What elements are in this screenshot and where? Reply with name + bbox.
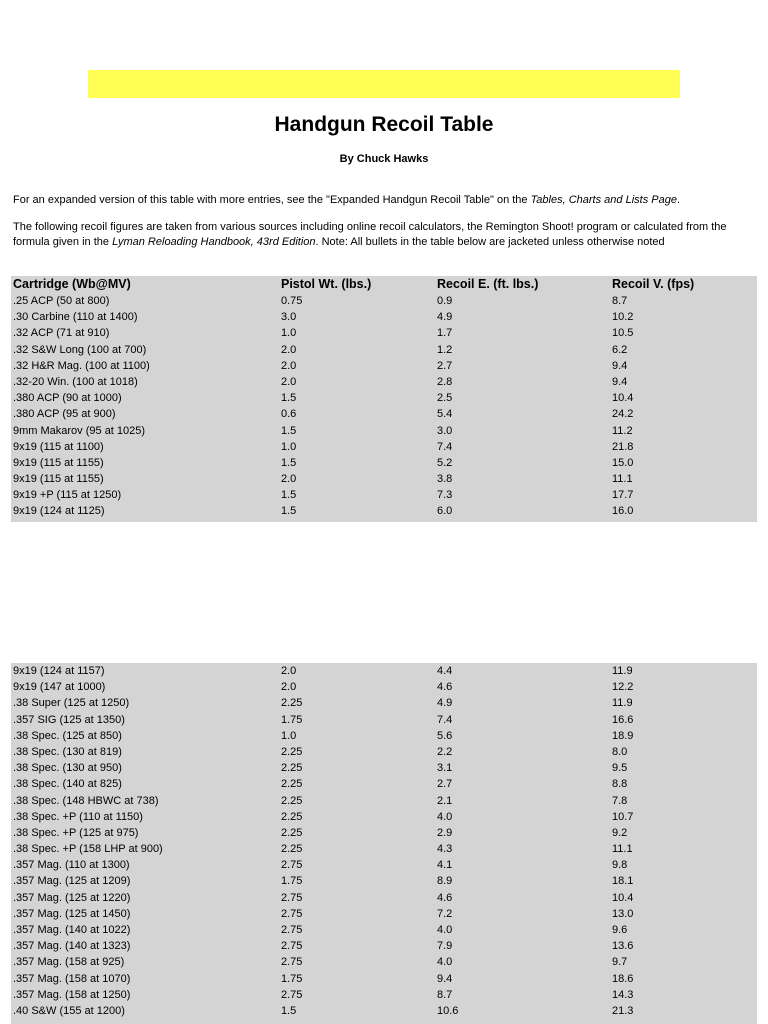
table-row (11, 954, 757, 970)
cell-pistol-weight: 1.5 (281, 489, 297, 502)
cell-pistol-weight: 1.75 (281, 875, 303, 888)
cell-recoil-energy: 8.9 (437, 875, 453, 888)
cell-recoil-velocity: 11.9 (612, 665, 633, 677)
table-row (11, 987, 757, 1003)
cell-pistol-weight: 2.0 (281, 359, 297, 372)
cell-recoil-velocity: 11.9 (612, 697, 633, 710)
cell-cartridge: .357 SIG (125 at 1350) (13, 713, 125, 726)
cell-recoil-energy: 4.6 (437, 681, 453, 694)
cell-pistol-weight: 1.0 (281, 440, 297, 453)
table-row (11, 744, 757, 760)
cell-recoil-energy: 9.4 (437, 972, 453, 985)
table-row (11, 906, 757, 922)
table-row (11, 406, 757, 422)
page-title: Handgun Recoil Table (274, 113, 494, 136)
cell-cartridge: .38 Spec. (130 at 819) (13, 745, 122, 758)
cell-pistol-weight: 2.75 (281, 956, 303, 969)
cell-recoil-velocity: 11.1 (612, 843, 633, 856)
cell-recoil-velocity: 7.8 (612, 794, 628, 807)
cell-cartridge: .357 Mag. (125 at 1450) (13, 907, 131, 920)
table-body-1 (11, 293, 757, 520)
cell-cartridge: .40 S&W (155 at 1200) (13, 1004, 125, 1017)
handbook-title: Lyman Reloading Handbook, 43rd Edition (112, 235, 316, 248)
table-row (11, 455, 757, 471)
cell-pistol-weight: 1.5 (281, 1004, 297, 1017)
table-row (11, 487, 757, 503)
cell-recoil-velocity: 17.7 (612, 489, 634, 502)
cell-cartridge: .38 Spec. +P (110 at 1150) (13, 810, 143, 823)
table-row (11, 809, 757, 825)
cell-recoil-velocity: 18.9 (612, 729, 634, 742)
table-row (11, 695, 757, 711)
cell-pistol-weight: 0.6 (281, 408, 297, 421)
cell-pistol-weight: 2.25 (281, 762, 303, 775)
cell-cartridge: .38 Spec. (125 at 850) (13, 729, 122, 742)
cell-recoil-velocity: 8.8 (612, 778, 628, 791)
cell-recoil-velocity: 13.6 (612, 940, 634, 953)
cell-cartridge: .38 Spec. (130 at 950) (13, 762, 122, 775)
cell-recoil-velocity: 13.0 (612, 907, 634, 920)
cell-cartridge: .30 Carbine (110 at 1400) (13, 311, 138, 324)
cell-cartridge: .380 ACP (90 at 1000) (13, 392, 122, 405)
cell-recoil-velocity: 10.2 (612, 311, 634, 324)
cell-pistol-weight: 2.75 (281, 924, 303, 936)
cell-cartridge: 9x19 +P (115 at 1250) (13, 489, 122, 502)
cell-cartridge: .357 Mag. (125 at 1209) (13, 875, 131, 888)
cell-cartridge: .32 H&R Mag. (100 at 1100) (13, 359, 150, 372)
cell-recoil-energy: 1.2 (437, 343, 453, 356)
cell-recoil-energy: 4.0 (437, 810, 453, 823)
header-cartridge: Cartridge (Wb@MV) (13, 277, 131, 291)
cell-cartridge: .32-20 Win. (100 at 1018) (13, 375, 138, 388)
cell-pistol-weight: 2.25 (281, 697, 303, 710)
cell-pistol-weight: 2.25 (281, 810, 303, 823)
cell-cartridge: .25 ACP (50 at 800) (13, 295, 110, 307)
cell-recoil-velocity: 18.6 (612, 972, 634, 985)
table-row (11, 1003, 757, 1019)
cell-pistol-weight: 2.75 (281, 907, 303, 920)
cell-recoil-velocity: 11.2 (612, 424, 633, 437)
table-row (11, 325, 757, 341)
table-row (11, 776, 757, 792)
table-header-row (11, 276, 757, 293)
cell-recoil-velocity: 16.0 (612, 505, 634, 518)
cell-recoil-energy: 2.2 (437, 745, 453, 758)
cell-recoil-velocity: 12.2 (612, 681, 634, 694)
table-row (11, 439, 757, 455)
table-row (11, 503, 757, 519)
cell-recoil-energy: 2.9 (437, 826, 453, 839)
cell-recoil-velocity: 9.5 (612, 762, 628, 775)
cell-pistol-weight: 1.5 (281, 424, 297, 437)
cell-recoil-velocity: 8.0 (612, 745, 628, 758)
cell-recoil-energy: 1.7 (437, 327, 453, 340)
cell-pistol-weight: 1.0 (281, 327, 297, 340)
cell-recoil-energy: 7.2 (437, 907, 453, 920)
cell-pistol-weight: 1.5 (281, 505, 297, 518)
cell-recoil-energy: 3.0 (437, 424, 453, 437)
cell-recoil-velocity: 21.8 (612, 440, 634, 453)
table-row (11, 938, 757, 954)
table-row (11, 728, 757, 744)
cell-cartridge: .38 Spec. (148 HBWC at 738) (13, 794, 159, 807)
table-row (11, 793, 757, 809)
cell-cartridge: 9mm Makarov (95 at 1025) (13, 424, 146, 437)
intro-paragraph (13, 193, 758, 208)
table-row (11, 873, 757, 889)
cell-recoil-energy: 4.4 (437, 665, 453, 677)
table-row (11, 760, 757, 776)
cell-recoil-energy: 4.0 (437, 924, 453, 936)
recoil-table-part-2 (11, 663, 757, 1024)
cell-recoil-energy: 7.9 (437, 940, 453, 953)
cell-recoil-energy: 5.6 (437, 729, 453, 742)
cell-recoil-energy: 10.6 (437, 1004, 459, 1017)
cell-recoil-velocity: 15.0 (612, 456, 634, 469)
cell-recoil-energy: 4.9 (437, 311, 453, 324)
cell-recoil-velocity: 9.8 (612, 859, 628, 872)
cell-pistol-weight: 2.25 (281, 826, 303, 839)
cell-recoil-energy: 2.8 (437, 375, 453, 388)
cell-recoil-velocity: 9.2 (612, 826, 628, 839)
cell-recoil-energy: 7.4 (437, 440, 453, 453)
cell-recoil-energy: 3.1 (437, 762, 453, 775)
cell-recoil-velocity: 21.3 (612, 1004, 634, 1017)
cell-pistol-weight: 2.75 (281, 859, 303, 872)
cell-recoil-energy: 2.7 (437, 778, 453, 791)
cell-cartridge: .357 Mag. (158 at 1250) (13, 988, 131, 1001)
cell-recoil-energy: 0.9 (437, 295, 453, 307)
cell-pistol-weight: 2.25 (281, 745, 303, 758)
cell-pistol-weight: 1.5 (281, 456, 297, 469)
cell-pistol-weight: 1.5 (281, 392, 297, 405)
cell-cartridge: .357 Mag. (158 at 1070) (13, 972, 131, 985)
table-row (11, 663, 757, 679)
cell-pistol-weight: 2.75 (281, 988, 303, 1001)
cell-recoil-velocity: 8.7 (612, 295, 628, 307)
table-row (11, 679, 757, 695)
table-row (11, 293, 757, 309)
table-row (11, 309, 757, 325)
cell-recoil-velocity: 10.4 (612, 392, 634, 405)
cell-cartridge: .357 Mag. (140 at 1022) (13, 924, 131, 936)
cell-pistol-weight: 1.75 (281, 972, 303, 985)
cell-recoil-energy: 3.8 (437, 473, 453, 486)
sources-end: . Note: All bullets in the table below are jacketed unless otherwise noted (315, 235, 665, 248)
cell-recoil-energy: 2.1 (437, 794, 453, 807)
cell-recoil-velocity: 11.1 (612, 473, 633, 486)
table-row (11, 358, 757, 374)
cell-recoil-velocity: 6.2 (612, 343, 628, 356)
cell-recoil-velocity: 10.5 (612, 327, 634, 340)
cell-recoil-energy: 5.4 (437, 408, 453, 421)
cell-recoil-velocity: 9.6 (612, 924, 628, 936)
cell-cartridge: .38 Spec. (140 at 825) (13, 778, 122, 791)
cell-recoil-velocity: 16.6 (612, 713, 634, 726)
intro-end: . (676, 194, 681, 206)
cell-recoil-energy: 8.7 (437, 988, 453, 1001)
table-row (11, 390, 757, 406)
cell-cartridge: .380 ACP (95 at 900) (13, 408, 116, 421)
cell-pistol-weight: 2.0 (281, 375, 297, 388)
cell-cartridge: .38 Spec. +P (125 at 975) (13, 826, 139, 839)
cell-cartridge: 9x19 (124 at 1157) (13, 665, 105, 677)
cell-recoil-velocity: 10.4 (612, 891, 634, 904)
header-pistol-weight: Pistol Wt. (lbs.) (281, 277, 372, 291)
header-recoil-velocity: Recoil V. (fps) (612, 277, 695, 291)
cell-recoil-velocity: 9.4 (612, 359, 628, 372)
table-row (11, 825, 757, 841)
cell-pistol-weight: 0.75 (281, 295, 303, 307)
table-row (11, 471, 757, 487)
cell-cartridge: .357 Mag. (158 at 925) (13, 956, 125, 969)
cell-recoil-energy: 4.6 (437, 891, 453, 904)
tables-page-link[interactable]: Tables, Charts and Lists Page (530, 194, 677, 206)
cell-recoil-energy: 7.4 (437, 713, 453, 726)
cell-pistol-weight: 1.0 (281, 729, 297, 742)
cell-pistol-weight: 2.0 (281, 343, 297, 356)
cell-recoil-velocity: 14.3 (612, 988, 634, 1001)
cell-recoil-energy: 4.1 (437, 859, 453, 872)
table-row (11, 841, 757, 857)
cell-cartridge: 9x19 (115 at 1155) (13, 473, 104, 486)
table-row (11, 857, 757, 873)
cell-cartridge: .38 Super (125 at 1250) (13, 697, 130, 710)
cell-recoil-velocity: 9.4 (612, 375, 628, 388)
cell-cartridge: 9x19 (124 at 1125) (13, 505, 105, 518)
table-row (11, 890, 757, 906)
cell-pistol-weight: 2.0 (281, 681, 297, 694)
sources-paragraph (13, 220, 758, 249)
cell-recoil-energy: 7.3 (437, 489, 453, 502)
table-row (11, 423, 757, 439)
author-byline: By Chuck Hawks (339, 153, 429, 165)
cell-pistol-weight: 3.0 (281, 311, 297, 324)
cell-recoil-energy: 6.0 (437, 505, 453, 518)
cell-recoil-energy: 4.3 (437, 843, 453, 856)
table-row (11, 922, 757, 938)
cell-cartridge: 9x19 (115 at 1100) (13, 440, 104, 453)
cell-cartridge: .357 Mag. (125 at 1220) (13, 891, 131, 904)
table-row (11, 971, 757, 987)
cell-recoil-velocity: 24.2 (612, 408, 634, 421)
cell-cartridge: .357 Mag. (140 at 1323) (13, 940, 131, 953)
cell-cartridge: .38 Spec. +P (158 LHP at 900) (13, 843, 163, 856)
cell-pistol-weight: 2.25 (281, 778, 303, 791)
cell-pistol-weight: 2.0 (281, 665, 297, 677)
cell-cartridge: .32 ACP (71 at 910) (13, 327, 110, 340)
cell-pistol-weight: 1.75 (281, 713, 303, 726)
table-row (11, 712, 757, 728)
table-row (11, 374, 757, 390)
cell-recoil-velocity: 9.7 (612, 956, 628, 969)
cell-cartridge: 9x19 (115 at 1155) (13, 456, 104, 469)
cell-pistol-weight: 2.25 (281, 794, 303, 807)
cell-recoil-energy: 2.5 (437, 392, 453, 405)
sources-text: The following recoil figures are taken from various sources including online recoil calculators, the Remington Shoot! program or calculated from the formula given in the (13, 221, 727, 248)
cell-recoil-energy: 5.2 (437, 456, 453, 469)
cell-cartridge: 9x19 (147 at 1000) (13, 681, 106, 694)
cell-recoil-velocity: 10.7 (612, 810, 634, 823)
cell-cartridge: .357 Mag. (110 at 1300) (13, 859, 130, 872)
table-body-2 (11, 663, 757, 1019)
cell-cartridge: .32 S&W Long (100 at 700) (13, 343, 147, 356)
header-recoil-energy: Recoil E. (ft. lbs.) (437, 277, 539, 291)
yellow-banner (88, 70, 680, 98)
cell-recoil-energy: 2.7 (437, 359, 453, 372)
cell-pistol-weight: 2.75 (281, 891, 303, 904)
recoil-table-part-1 (11, 276, 757, 522)
cell-pistol-weight: 2.75 (281, 940, 303, 953)
cell-recoil-energy: 4.9 (437, 697, 453, 710)
cell-pistol-weight: 2.0 (281, 473, 297, 486)
table-row (11, 342, 757, 358)
cell-recoil-energy: 4.0 (437, 956, 453, 969)
cell-recoil-velocity: 18.1 (612, 875, 634, 888)
intro-text: For an expanded version of this table with more entries, see the "Expanded Handgun Recoil Table" on the (13, 194, 531, 206)
cell-pistol-weight: 2.25 (281, 843, 303, 856)
